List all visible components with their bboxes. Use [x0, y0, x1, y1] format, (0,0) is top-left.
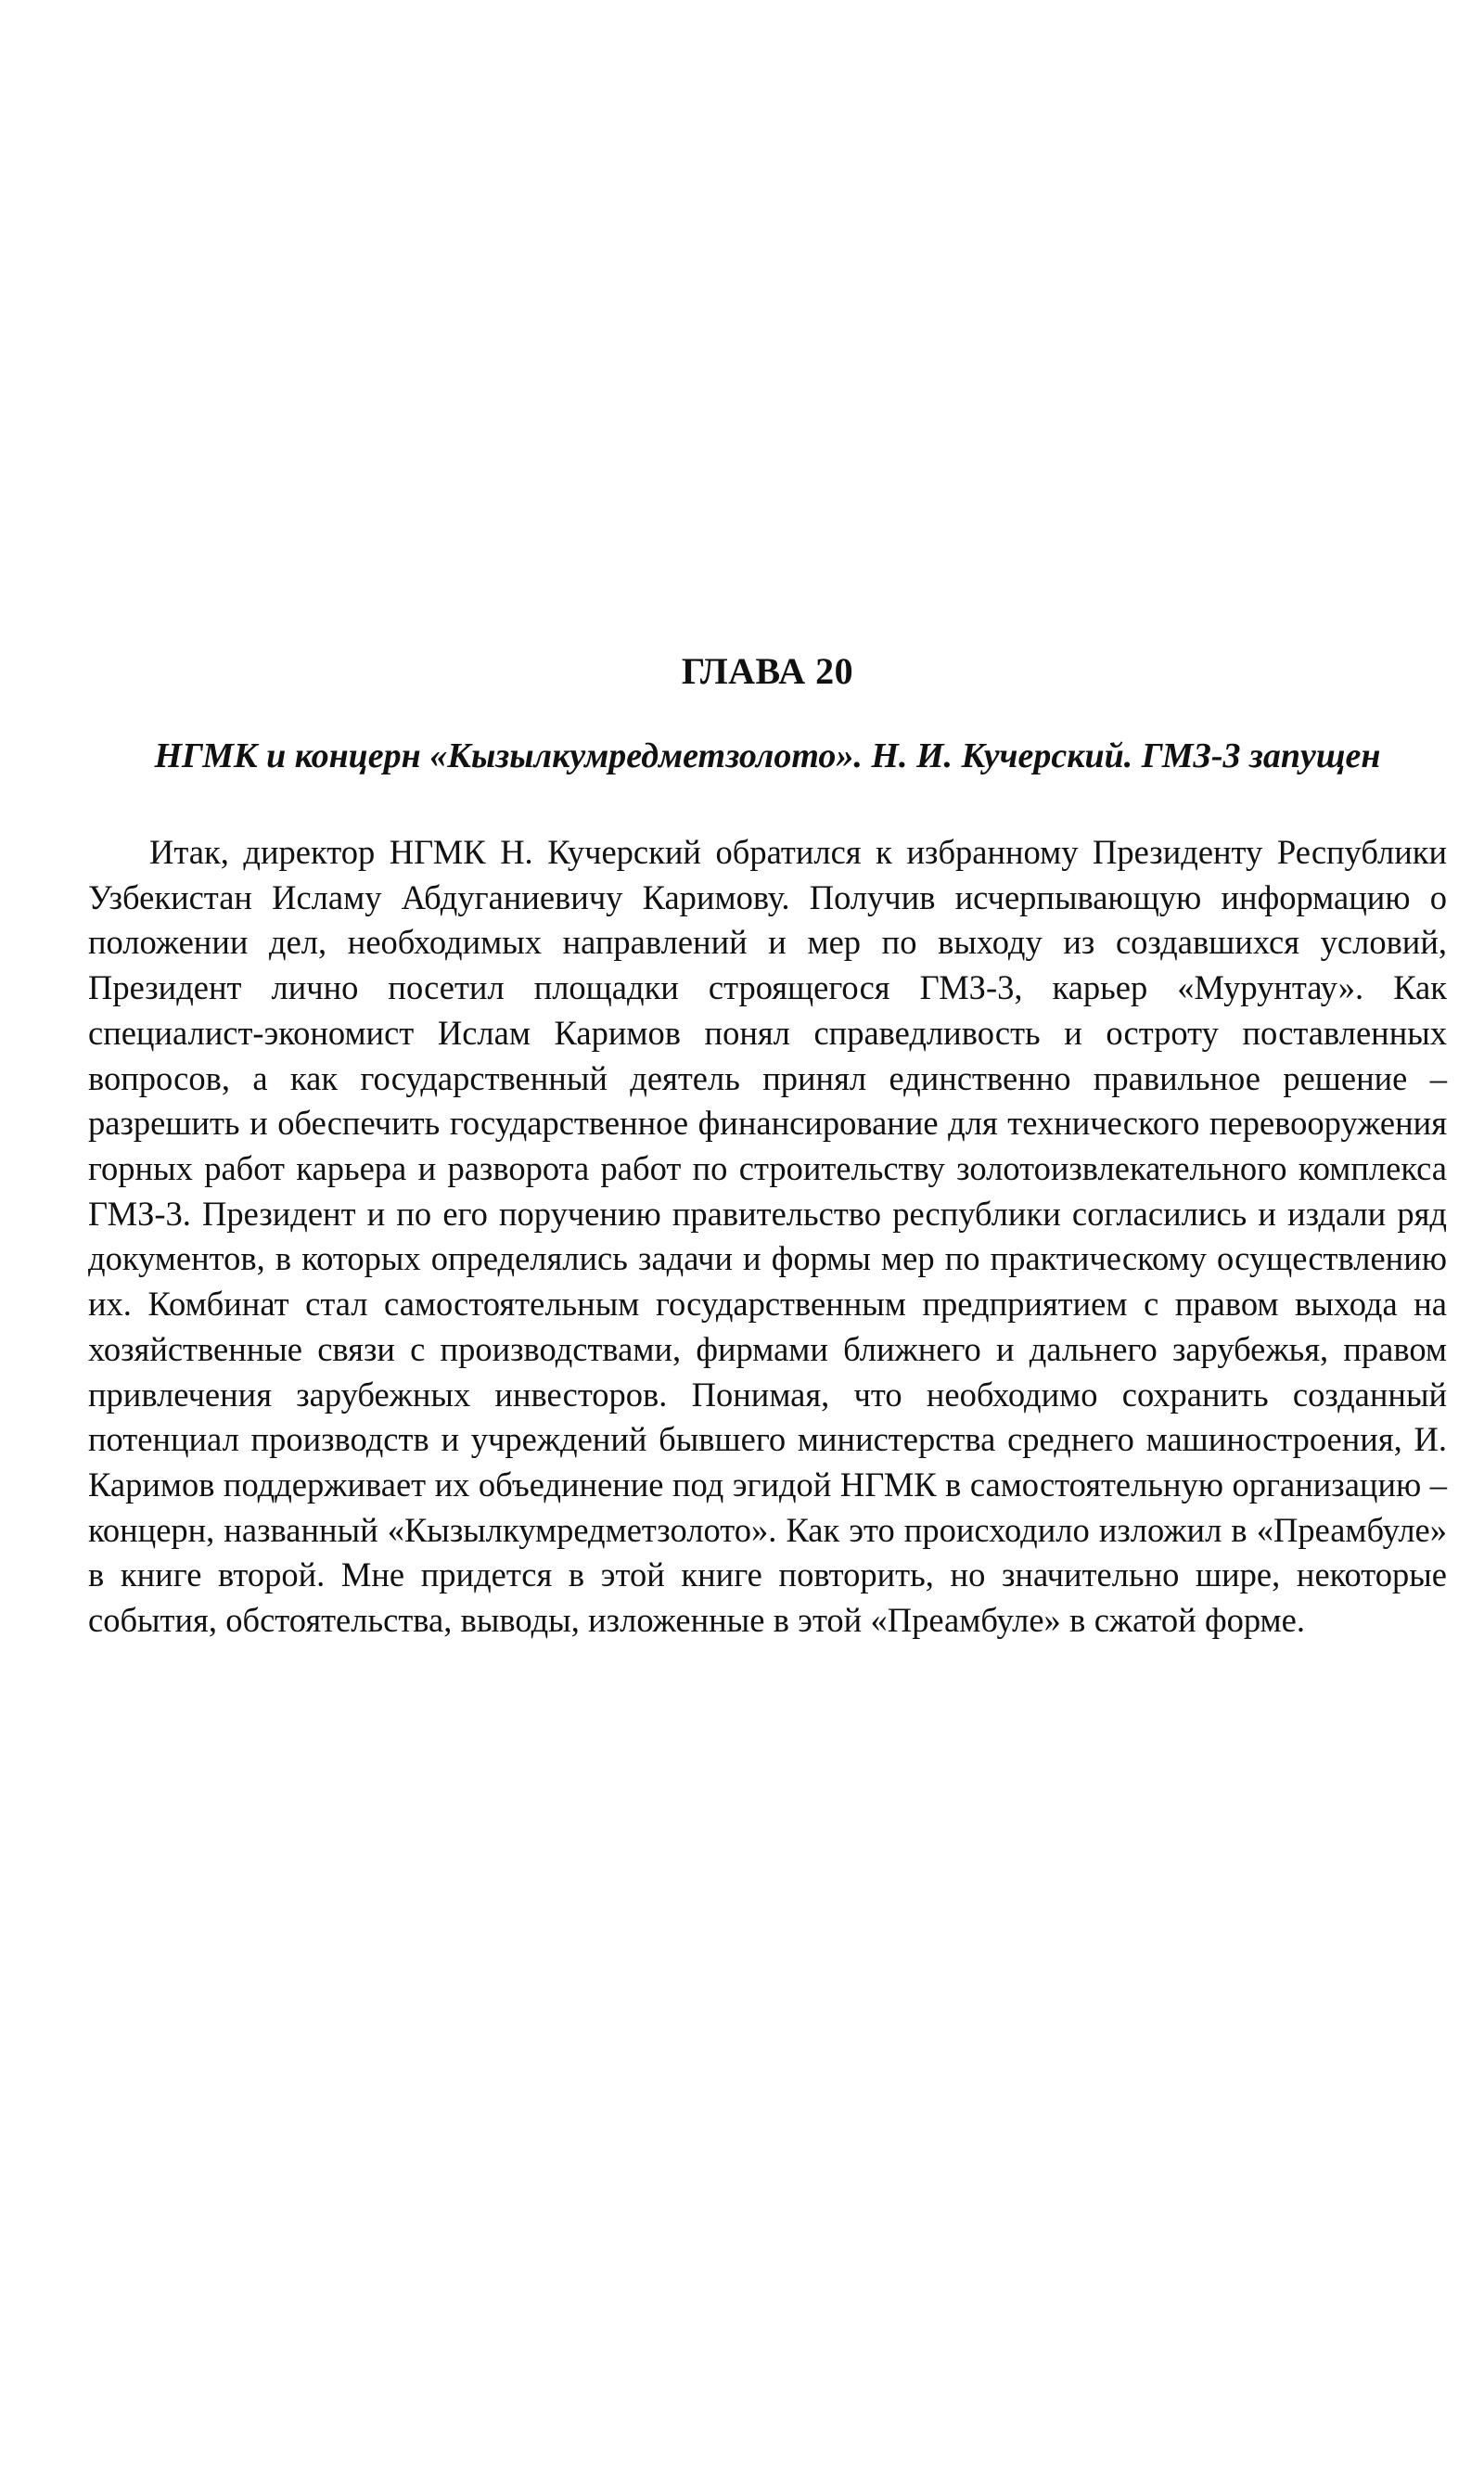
- page-content: [88, 649, 1447, 1644]
- chapter-heading: ГЛАВА 20: [681, 650, 854, 692]
- chapter-subtitle: НГМК и концерн «Кызылкумредметзолото». Н. И. Кучерский. ГМЗ-3 запущен: [154, 736, 1381, 775]
- body-paragraph: Итак, директор НГМК Н. Кучерский обратился к избранному Президенту Республики Узбекистан Исламу Абдуганиевичу Каримову. Получив исчерпывающую информацию о положении дел, необходимых направлений и мер по выходу из создавшихся условий, Президент лично посетил площадки строящегося ГМЗ-3, карьер «Мурунтау». Как специалист-экономист Ислам Каримов понял справедливость и остроту поставленных вопросов, а как государственный деятель принял единственно правильное решение – разрешить и обеспечить государственное финансирование для технического перевооружения горных работ карьера и разворота работ по строительству золотоизвлекательного комплекса ГМЗ-3. Президент и по его поручению правительство республики согласились и издали ряд документов, в которых определялись задачи и формы мер по практическому осуществлению их. Комбинат стал самостоятельным государственным предприятием с правом выхода на хозяйственные связи с производствами, фирмами ближнего и дальнего зарубежья, правом привлечения зарубежных инвесторов. Понимая, что необходимо сохранить созданный потенциал производств и учреждений бывшего министерства среднего машиностроения, И. Каримов поддерживает их объединение под эгидой НГМК в самостоятельную организацию – концерн, названный «Кызылкумредметзолото». Как это происходило изложил в «Преамбуле» в книге второй. Мне придется в этой книге повторить, но значительно шире, некоторые события, обстоятельства, выводы, изложенные в этой «Преамбуле» в сжатой форме.: [88, 832, 1447, 1640]
